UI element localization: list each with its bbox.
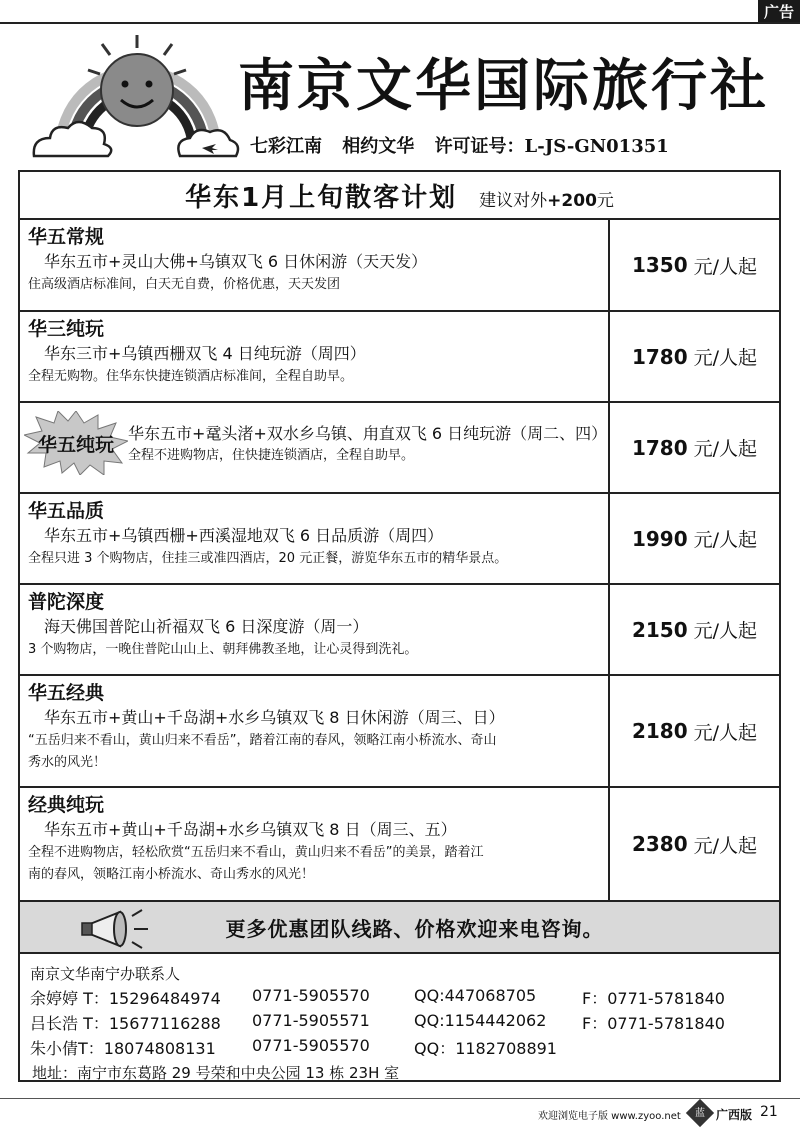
contact-line — [30, 1036, 769, 1061]
tour-name: 华三纯玩 — [28, 318, 105, 340]
tour-route: 海天佛国普陀山祈福双飞 6 日深度游（周一） — [44, 617, 369, 636]
tour-row — [20, 676, 779, 788]
contact-fax: F：0771-5781840 — [582, 989, 725, 1008]
top-rule — [0, 22, 800, 24]
price-value: 1350 — [631, 253, 688, 277]
tour-price — [610, 585, 779, 674]
tour-name: 普陀深度 — [28, 591, 105, 613]
page-footer — [0, 1098, 800, 1128]
plan-title-bar — [20, 172, 779, 220]
tour-plan-box — [18, 170, 781, 1082]
tour-route: 华东三市+乌镇西栅双飞 4 日纯玩游（周四） — [44, 344, 366, 363]
contact-phone: 0771-5905571 — [252, 1011, 370, 1030]
tour-price — [610, 494, 779, 583]
tour-price — [610, 312, 779, 401]
tour-row — [20, 788, 779, 902]
slogan-part-1: 七彩江南 — [250, 136, 322, 157]
price-value: 1780 — [631, 435, 688, 460]
tour-note: 住高级酒店标准间，白天无自费，价格优惠，天天发团 — [28, 277, 341, 292]
contact-line — [30, 1011, 769, 1036]
tour-row — [20, 494, 779, 585]
tour-note: 全程不进购物店，轻松欣赏“五岳归来不看山，黄山归来不看岳”的美景，踏着江 — [28, 845, 484, 860]
price-unit: 元/人起 — [693, 347, 758, 369]
contact-fax: F：0771-5781840 — [582, 1014, 725, 1033]
tour-desc — [20, 403, 610, 492]
plan-title: 华东1月上旬散客计划 — [185, 182, 458, 213]
contact-name-mobile: 吕长浩 T：15677116288 — [30, 1014, 221, 1033]
contact-phone: 0771-5905570 — [252, 1036, 370, 1055]
tour-row — [20, 220, 779, 312]
page-number: 21 — [760, 1104, 778, 1120]
price-value: 1990 — [631, 526, 688, 551]
tour-desc — [20, 494, 610, 583]
tour-price — [610, 676, 779, 786]
tour-desc — [20, 585, 610, 674]
contact-line — [30, 986, 769, 1011]
contacts-title: 南京文华南宁办联系人 — [30, 965, 181, 983]
tour-row — [20, 403, 779, 494]
tour-price — [610, 403, 779, 492]
more-info-text: 更多优惠团队线路、价格欢迎来电咨询。 — [225, 916, 604, 941]
price-unit: 元/人起 — [693, 620, 758, 642]
contact-qq: QQ:1154442062 — [414, 1011, 547, 1030]
plan-note-suffix: 元 — [596, 190, 614, 211]
plan-note — [479, 186, 614, 211]
tour-route: 华东五市+黄山+千岛湖+水乡乌镇双飞 8 日（周三、五） — [44, 820, 457, 839]
tour-note: 全程只进 3 个购物店，住挂三或准四酒店，20 元正餐，游览华东五市的精华景点。 — [28, 551, 508, 566]
tour-route: 华东五市+灵山大佛+乌镇双飞 6 日休闲游（天天发） — [44, 252, 428, 271]
tour-note: 3 个购物店，一晚住普陀山山上、朝拜佛教圣地，让心灵得到洗礼。 — [28, 642, 418, 657]
more-info-bar — [20, 902, 779, 954]
price-unit: 元/人起 — [693, 255, 758, 278]
contact-qq: QQ：1182708891 — [414, 1039, 557, 1058]
sun-rainbow-logo — [30, 30, 240, 160]
tour-desc — [20, 312, 610, 401]
tour-note: “五岳归来不看山，黄山归来不看岳”，踏着江南的春风，领略江南小桥流水、奇山 — [28, 733, 497, 748]
plan-note-value: +200 — [547, 190, 597, 211]
tour-note: 全程不进购物店，住快捷连锁酒店，全程自助早。 — [128, 448, 415, 463]
tour-desc — [20, 676, 610, 786]
megaphone-icon — [80, 906, 160, 952]
tour-name: 华五品质 — [28, 500, 105, 522]
price-unit: 元/人起 — [693, 834, 758, 857]
tour-desc — [20, 788, 610, 900]
tour-name: 华五纯玩 — [37, 433, 114, 456]
license-number: 许可证号：L-JS-GN01351 — [434, 136, 669, 157]
tour-price — [610, 788, 779, 900]
cloud-icon — [34, 122, 238, 156]
tour-name: 华五常规 — [28, 226, 105, 248]
slogan-part-2: 相约文华 — [342, 136, 415, 157]
contact-name-mobile: 朱小倩T：18074808131 — [30, 1039, 216, 1058]
tour-desc — [20, 220, 610, 310]
tour-price — [610, 220, 779, 310]
slogan — [250, 132, 683, 158]
tour-note: 秀水的风光！ — [28, 755, 107, 770]
company-name: 南京文华国际旅行社 — [238, 53, 769, 119]
price-value: 2380 — [631, 832, 688, 856]
tour-row — [20, 312, 779, 403]
footer-edition: 广西版 — [716, 1108, 753, 1122]
price-unit: 元/人起 — [693, 438, 758, 460]
contacts-section — [20, 956, 779, 1080]
price-unit: 元/人起 — [693, 721, 758, 744]
contact-qq: QQ:447068705 — [414, 986, 537, 1005]
tour-route: 华东五市+鼋头渚+双水乡乌镇、甪直双飞 6 日纯玩游（周二、四） — [128, 424, 608, 443]
price-value: 2150 — [631, 617, 688, 642]
contact-phone: 0771-5905570 — [252, 986, 370, 1005]
footer-site[interactable]: 欢迎浏览电子版 www.zyoo.net — [538, 1111, 681, 1122]
tour-note: 全程无购物。住华东快捷连锁酒店标准间，全程自助早。 — [28, 369, 354, 384]
tour-route: 华东五市+乌镇西栅+西溪湿地双飞 6 日品质游（周四） — [44, 526, 444, 545]
price-unit: 元/人起 — [693, 529, 758, 551]
price-value: 2180 — [631, 719, 688, 743]
tour-name: 经典纯玩 — [28, 794, 105, 816]
ad-tag: 广告 — [758, 0, 800, 24]
tour-route: 华东五市+黄山+千岛湖+水乡乌镇双飞 8 日休闲游（周三、日） — [44, 708, 505, 727]
tour-note: 南的春风，领略江南小桥流水、奇山秀水的风光！ — [28, 867, 315, 882]
plan-note-prefix: 建议对外 — [479, 190, 548, 211]
tour-name: 华五经典 — [28, 682, 105, 704]
tour-row — [20, 585, 779, 676]
edition-mark-text: 蓝 — [695, 1108, 705, 1119]
contact-name-mobile: 余婷婷 T：15296484974 — [30, 989, 221, 1008]
price-value: 1780 — [631, 344, 688, 369]
contact-address: 地址：南宁市东葛路 29 号荣和中央公园 13 栋 23H 室 — [32, 1064, 400, 1082]
